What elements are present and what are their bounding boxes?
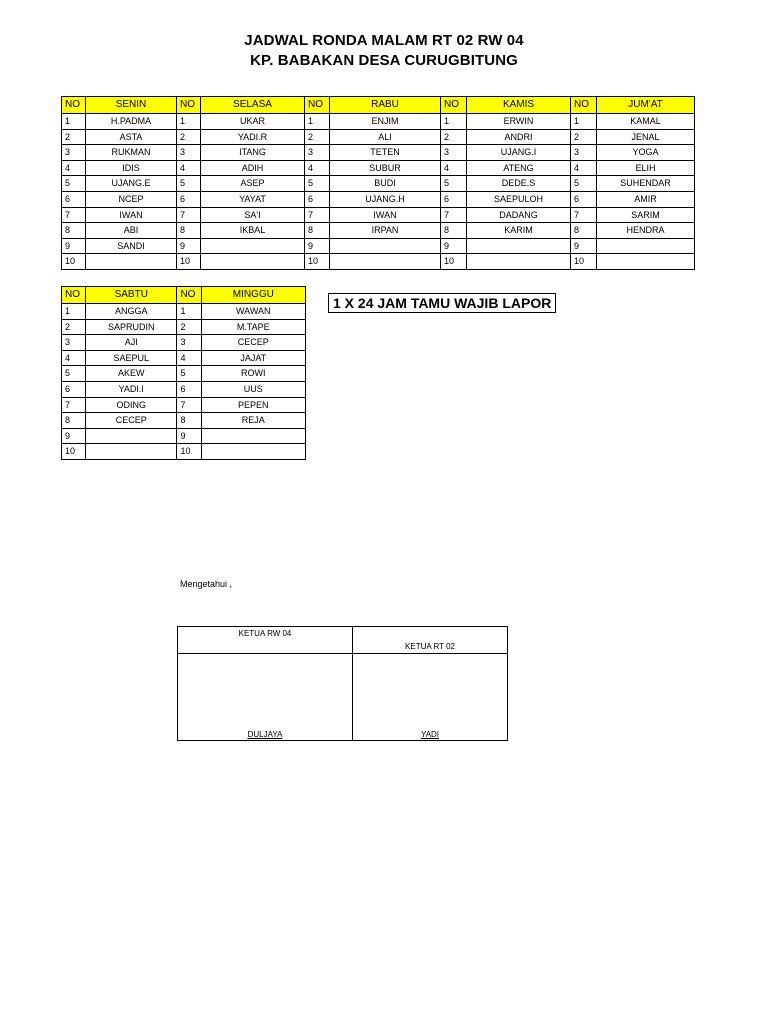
guard-name-rabu: ENJIM <box>330 114 441 130</box>
guard-name-minggu: JAJAT <box>201 350 305 366</box>
table-row <box>62 191 695 207</box>
row-number-cell: 3 <box>305 145 330 161</box>
row-number-cell: 9 <box>441 238 467 254</box>
row-number-cell: 6 <box>305 191 330 207</box>
row-number-cell: 9 <box>571 238 597 254</box>
row-number-cell: 3 <box>571 145 597 161</box>
guard-name-selasa: YAYAT <box>201 191 305 207</box>
guard-name-sabtu: SAPRUDIN <box>86 319 177 335</box>
row-number-cell: 7 <box>62 397 86 413</box>
guard-name-minggu: PEPEN <box>201 397 305 413</box>
row-number-cell: 10 <box>62 444 86 460</box>
header-row <box>62 97 695 114</box>
row-number-cell: 2 <box>571 129 597 145</box>
guard-name-selasa: ADIH <box>201 160 305 176</box>
acknowledgement-label: Mengetahui , <box>180 579 233 589</box>
guard-name-sabtu: YADI.I <box>86 381 177 397</box>
row-number-cell: 7 <box>177 397 201 413</box>
row-number-cell: 5 <box>571 176 597 192</box>
row-number-cell: 2 <box>305 129 330 145</box>
guard-name-minggu: UUS <box>201 381 305 397</box>
row-number-cell: 1 <box>441 114 467 130</box>
row-number-cell: 8 <box>571 223 597 239</box>
day-header-kamis: KAMIS <box>467 97 571 114</box>
row-number-cell: 8 <box>305 223 330 239</box>
table-row <box>62 254 695 270</box>
row-number-cell: 1 <box>571 114 597 130</box>
row-number-cell: 7 <box>177 207 201 223</box>
row-number-cell: 2 <box>62 319 86 335</box>
guard-name-kamis <box>467 254 571 270</box>
rt-signature-cell <box>353 654 508 741</box>
guard-name-selasa <box>201 254 305 270</box>
guard-name-rabu <box>330 254 441 270</box>
row-number-cell: 6 <box>62 191 86 207</box>
table-row <box>62 223 695 239</box>
row-number-cell: 1 <box>305 114 330 130</box>
table-row <box>62 335 306 351</box>
row-number-cell: 9 <box>177 428 201 444</box>
no-header: NO <box>62 287 86 304</box>
day-header-selasa: SELASA <box>201 97 305 114</box>
guard-name-rabu: IRPAN <box>330 223 441 239</box>
guard-name-senin: NCEP <box>86 191 177 207</box>
row-number-cell: 5 <box>62 366 86 382</box>
guard-name-jumat <box>597 254 695 270</box>
row-number-cell: 3 <box>62 335 86 351</box>
document-title-line1: JADWAL RONDA MALAM RT 02 RW 04 <box>244 32 524 49</box>
row-number-cell: 9 <box>62 238 86 254</box>
guard-name-senin: ASTA <box>86 129 177 145</box>
guard-name-sabtu: ODING <box>86 397 177 413</box>
table-row <box>62 444 306 460</box>
rw-chief-title: KETUA RW 04 <box>178 627 353 654</box>
guard-name-jumat <box>597 238 695 254</box>
row-number-cell: 3 <box>177 335 201 351</box>
guard-name-sabtu: AJI <box>86 335 177 351</box>
row-number-cell: 3 <box>177 145 201 161</box>
row-number-cell: 2 <box>177 319 201 335</box>
guard-name-senin: IDIS <box>86 160 177 176</box>
rt-chief-title: KETUA RT 02 <box>353 627 508 654</box>
row-number-cell: 4 <box>62 160 86 176</box>
guard-name-kamis: KARIM <box>467 223 571 239</box>
guard-name-senin: UJANG.E <box>86 176 177 192</box>
no-header: NO <box>62 97 86 114</box>
guard-name-minggu: M.TAPE <box>201 319 305 335</box>
guard-name-selasa: IKBAL <box>201 223 305 239</box>
table-row <box>62 129 695 145</box>
row-number-cell: 9 <box>177 238 201 254</box>
guard-name-jumat: ELIH <box>597 160 695 176</box>
guard-name-kamis: DADANG <box>467 207 571 223</box>
no-header: NO <box>571 97 597 114</box>
guard-name-minggu: WAWAN <box>201 304 305 320</box>
table-row <box>62 304 306 320</box>
guard-name-senin: RUKMAN <box>86 145 177 161</box>
day-header-jumat: JUM'AT <box>597 97 695 114</box>
weekend-schedule-table <box>61 286 306 460</box>
rw-chief-name: DULJAYA <box>247 730 283 739</box>
table-row <box>62 207 695 223</box>
guard-name-rabu: UJANG.H <box>330 191 441 207</box>
row-number-cell: 2 <box>177 129 201 145</box>
row-number-cell: 4 <box>177 160 201 176</box>
guard-name-jumat: HENDRA <box>597 223 695 239</box>
guard-name-jumat: AMIR <box>597 191 695 207</box>
no-header: NO <box>177 287 201 304</box>
table-row <box>62 114 695 130</box>
guard-name-rabu: TETEN <box>330 145 441 161</box>
day-header-senin: SENIN <box>86 97 177 114</box>
row-number-cell: 1 <box>62 114 86 130</box>
guard-name-jumat: SARIM <box>597 207 695 223</box>
row-number-cell: 5 <box>62 176 86 192</box>
rt-chief-name: YADI <box>420 730 440 739</box>
row-number-cell: 5 <box>305 176 330 192</box>
guard-name-sabtu <box>86 444 177 460</box>
row-number-cell: 4 <box>62 350 86 366</box>
guard-name-rabu: IWAN <box>330 207 441 223</box>
row-number-cell: 10 <box>177 254 201 270</box>
guard-name-selasa: ASEP <box>201 176 305 192</box>
day-header-rabu: RABU <box>330 97 441 114</box>
row-number-cell: 6 <box>177 381 201 397</box>
table-row <box>62 238 695 254</box>
no-header: NO <box>305 97 330 114</box>
row-number-cell: 10 <box>177 444 201 460</box>
guest-report-notice: 1 X 24 JAM TAMU WAJIB LAPOR <box>328 293 556 313</box>
table-row <box>62 397 306 413</box>
guard-name-senin: ABI <box>86 223 177 239</box>
row-number-cell: 2 <box>441 129 467 145</box>
row-number-cell: 8 <box>177 223 201 239</box>
day-header-sabtu: SABTU <box>86 287 177 304</box>
guard-name-jumat: YOGA <box>597 145 695 161</box>
guard-name-senin <box>86 254 177 270</box>
guard-name-minggu: CECEP <box>201 335 305 351</box>
row-number-cell: 6 <box>441 191 467 207</box>
signature-table <box>177 626 508 741</box>
row-number-cell: 4 <box>441 160 467 176</box>
row-number-cell: 4 <box>305 160 330 176</box>
guard-name-selasa <box>201 238 305 254</box>
row-number-cell: 10 <box>305 254 330 270</box>
guard-name-sabtu <box>86 428 177 444</box>
row-number-cell: 7 <box>62 207 86 223</box>
guard-name-senin: SANDI <box>86 238 177 254</box>
row-number-cell: 10 <box>62 254 86 270</box>
no-header: NO <box>441 97 467 114</box>
table-row <box>62 366 306 382</box>
guard-name-selasa: ITANG <box>201 145 305 161</box>
row-number-cell: 8 <box>62 413 86 429</box>
table-row <box>62 381 306 397</box>
guard-name-selasa: SA'I <box>201 207 305 223</box>
table-row <box>62 145 695 161</box>
row-number-cell: 8 <box>177 413 201 429</box>
table-row <box>62 350 306 366</box>
row-number-cell: 6 <box>62 381 86 397</box>
guard-name-kamis: ANDRI <box>467 129 571 145</box>
guard-name-minggu: ROWI <box>201 366 305 382</box>
row-number-cell: 9 <box>62 428 86 444</box>
guard-name-minggu <box>201 428 305 444</box>
table-row <box>62 428 306 444</box>
weekday-schedule-table <box>61 96 695 270</box>
guard-name-kamis: ATENG <box>467 160 571 176</box>
rw-signature-cell <box>178 654 353 741</box>
guard-name-jumat: KAMAL <box>597 114 695 130</box>
guard-name-selasa: UKAR <box>201 114 305 130</box>
guard-name-senin: IWAN <box>86 207 177 223</box>
row-number-cell: 5 <box>441 176 467 192</box>
row-number-cell: 7 <box>571 207 597 223</box>
header-row <box>62 287 306 304</box>
guard-name-selasa: YADI.R <box>201 129 305 145</box>
guard-name-rabu <box>330 238 441 254</box>
guard-name-kamis: SAEPULOH <box>467 191 571 207</box>
row-number-cell: 2 <box>62 129 86 145</box>
document-title-line2: KP. BABAKAN DESA CURUGBITUNG <box>250 52 518 69</box>
row-number-cell: 4 <box>571 160 597 176</box>
row-number-cell: 1 <box>177 304 201 320</box>
row-number-cell: 5 <box>177 176 201 192</box>
table-row <box>62 319 306 335</box>
row-number-cell: 9 <box>305 238 330 254</box>
row-number-cell: 3 <box>441 145 467 161</box>
guard-name-sabtu: SAEPUL <box>86 350 177 366</box>
row-number-cell: 7 <box>305 207 330 223</box>
table-row <box>62 176 695 192</box>
row-number-cell: 6 <box>177 191 201 207</box>
row-number-cell: 10 <box>571 254 597 270</box>
guard-name-sabtu: AKEW <box>86 366 177 382</box>
guard-name-jumat: JENAL <box>597 129 695 145</box>
table-row <box>62 413 306 429</box>
guard-name-minggu <box>201 444 305 460</box>
row-number-cell: 4 <box>177 350 201 366</box>
row-number-cell: 1 <box>177 114 201 130</box>
row-number-cell: 8 <box>441 223 467 239</box>
row-number-cell: 8 <box>62 223 86 239</box>
no-header: NO <box>177 97 201 114</box>
row-number-cell: 6 <box>571 191 597 207</box>
guard-name-kamis: UJANG.I <box>467 145 571 161</box>
guard-name-minggu: REJA <box>201 413 305 429</box>
row-number-cell: 3 <box>62 145 86 161</box>
guard-name-sabtu: CECEP <box>86 413 177 429</box>
day-header-minggu: MINGGU <box>201 287 305 304</box>
row-number-cell: 7 <box>441 207 467 223</box>
guard-name-senin: H.PADMA <box>86 114 177 130</box>
guard-name-kamis <box>467 238 571 254</box>
guard-name-kamis: ERWIN <box>467 114 571 130</box>
row-number-cell: 1 <box>62 304 86 320</box>
guard-name-kamis: DEDE.S <box>467 176 571 192</box>
guard-name-sabtu: ANGGA <box>86 304 177 320</box>
table-row <box>62 160 695 176</box>
guard-name-rabu: BUDI <box>330 176 441 192</box>
row-number-cell: 10 <box>441 254 467 270</box>
guard-name-jumat: SUHENDAR <box>597 176 695 192</box>
guard-name-rabu: ALI <box>330 129 441 145</box>
row-number-cell: 5 <box>177 366 201 382</box>
guard-name-rabu: SUBUR <box>330 160 441 176</box>
